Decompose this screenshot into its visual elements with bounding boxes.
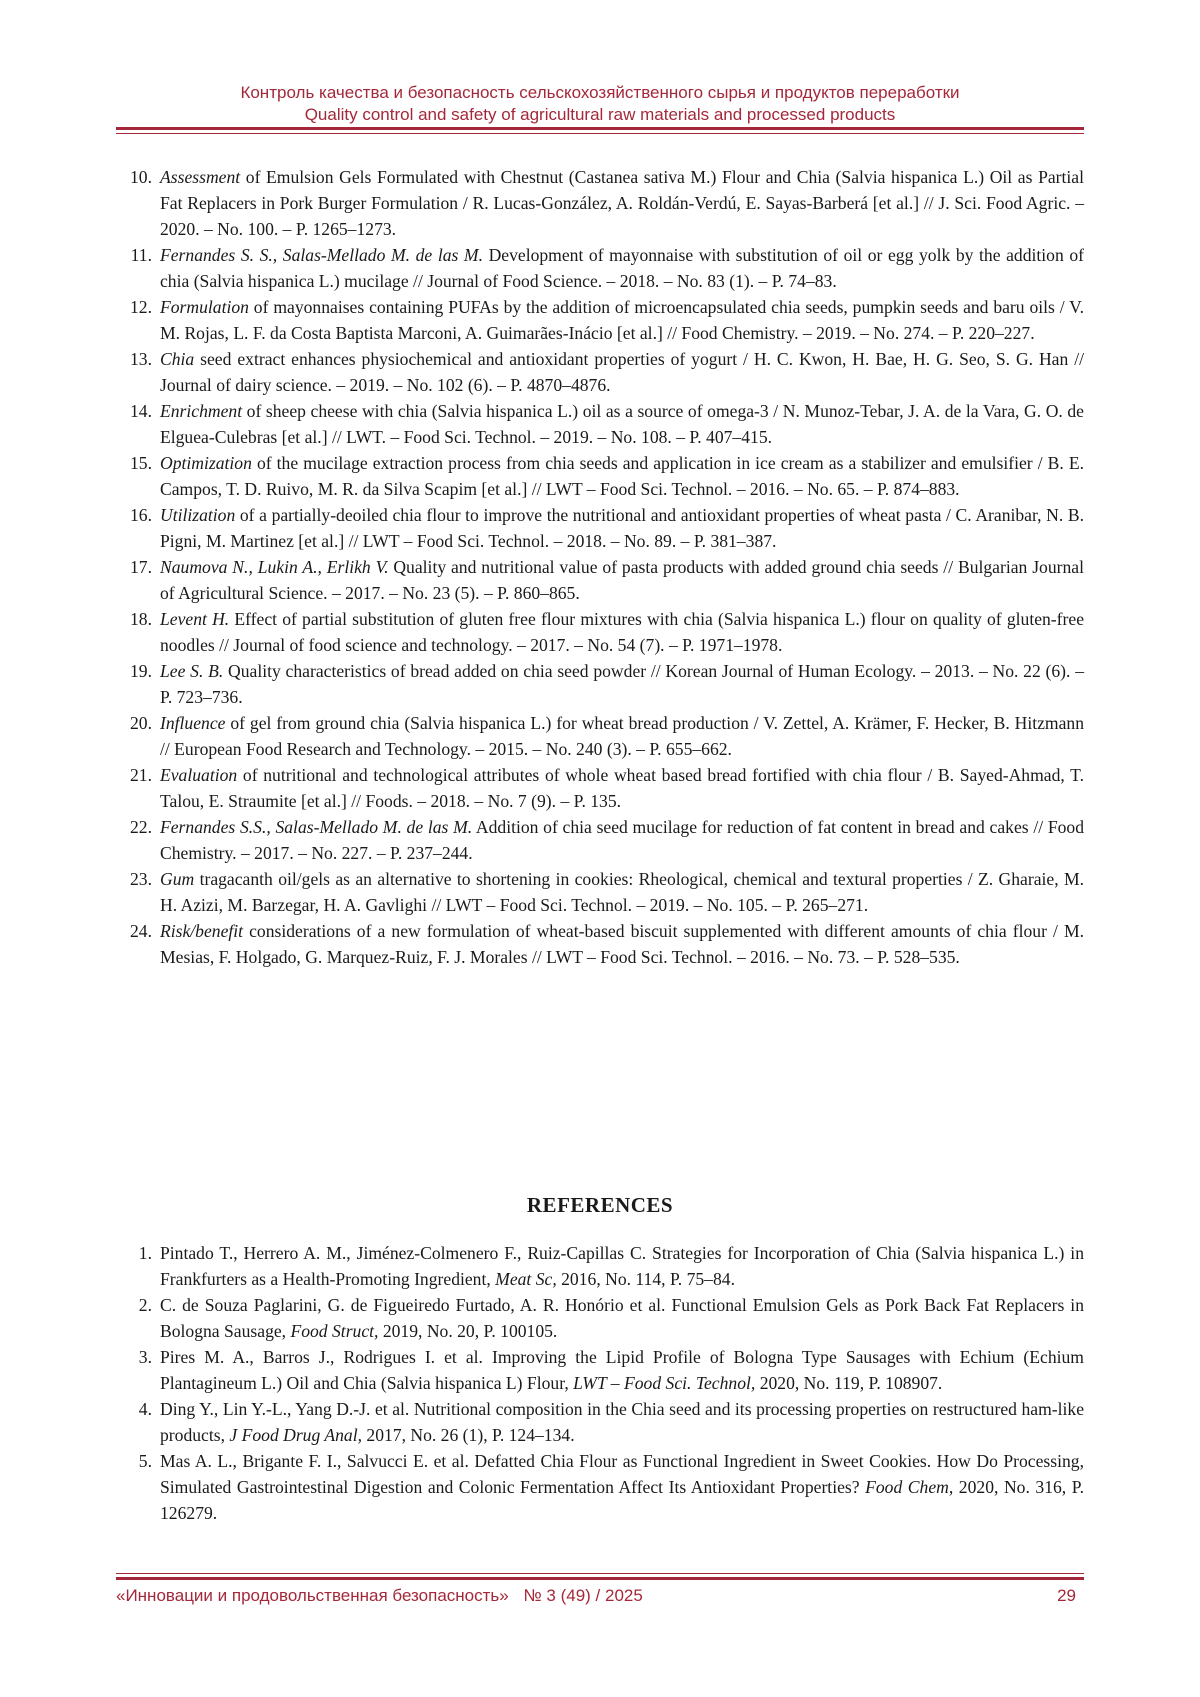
reference-lead: Utilization	[160, 505, 236, 525]
header-title-en: Quality control and safety of agricultural raw materials and processed products	[304, 105, 896, 124]
reference-body: of the mucilage extraction process from chia seeds and application in ice cream as a stabilizer and emulsifier / B. E. Campos, T. D. Ruivo, M. R. da Silva Scapim [et al.] // LWT – Food Sci. Technol. – 2016. – No. 65. – P. 874–883.	[160, 453, 1084, 499]
reference-lead: Optimization	[160, 453, 252, 473]
reference-lead: Formulation	[160, 297, 249, 317]
reference-text	[160, 1344, 1084, 1396]
reference-body: of Emulsion Gels Formulated with Chestnut (Castanea sativa M.) Flour and Chia (Salvia hispanica L.) Oil as Partial Fat Replacers in Pork Burger Formulation / R. Lucas-González, A. Roldán-Verdú, E. Sayas-Barberá [et al.] // J. Sci. Food Agric. – 2020. – No. 100. – P. 1265–1273.	[160, 167, 1084, 239]
reference-journal: LWT – Food Sci. Technol,	[573, 1373, 756, 1393]
reference-item	[116, 710, 1084, 762]
reference-number: 13.	[130, 349, 152, 369]
reference-number: 10.	[130, 167, 152, 187]
reference-number: 19.	[130, 661, 152, 681]
reference-number: 22.	[130, 817, 152, 837]
reference-item	[116, 762, 1084, 814]
reference-item	[116, 866, 1084, 918]
reference-text	[160, 398, 1084, 450]
reference-text	[160, 346, 1084, 398]
reference-number: 14.	[130, 401, 152, 421]
reference-text	[160, 164, 1084, 242]
reference-number: 3.	[138, 1347, 152, 1367]
header-rule-thick	[116, 127, 1084, 130]
reference-body: of nutritional and technological attributes of whole wheat based bread fortified with chia flour / B. Sayed-Ahmad, T. Talou, E. Straumite [et al.] // Foods. – 2018. – No. 7 (9). – P. 135.	[160, 765, 1084, 811]
reference-item	[116, 1240, 1084, 1292]
reference-lead: Levent H.	[160, 609, 230, 629]
reference-number: 23.	[130, 869, 152, 889]
reference-journal: J Food Drug Anal,	[229, 1425, 362, 1445]
reference-number: 2.	[138, 1295, 152, 1315]
reference-text	[160, 294, 1084, 346]
footer-issue: № 3 (49) / 2025	[523, 1586, 643, 1605]
reference-lead: Enrichment	[160, 401, 243, 421]
reference-item	[116, 294, 1084, 346]
reference-item	[116, 918, 1084, 970]
reference-journal: Food Struct,	[290, 1321, 379, 1341]
reference-text	[160, 1292, 1084, 1344]
footer-rule-thin	[116, 1573, 1084, 1574]
reference-number: 4.	[138, 1399, 152, 1419]
reference-body: Quality and nutritional value of pasta products with added ground chia seeds // Bulgarian Journal of Agricultural Science. – 2017. – No. 23 (5). – P. 860–865.	[160, 557, 1084, 603]
reference-details: 2020, No. 316, P. 126279.	[160, 1477, 1084, 1523]
header-rule-thin	[116, 133, 1084, 134]
reference-lead: Naumova N., Lukin A., Erlikh V.	[160, 557, 389, 577]
reference-text	[160, 814, 1084, 866]
reference-list-ru	[116, 164, 1084, 970]
reference-item	[116, 502, 1084, 554]
reference-item	[116, 346, 1084, 398]
reference-body: C. de Souza Paglarini, G. de Figueiredo Furtado, A. R. Honório et al. Functional Emulsion Gels as Pork Back Fat Replacers in Bologna Sausage,	[160, 1295, 1084, 1341]
reference-body: considerations of a new formulation of wheat-based biscuit supplemented with different amounts of chia flour / M. Mesias, F. Holgado, G. Marquez-Ruiz, F. J. Morales // LWT – Food Sci. Technol. – 2016. – No. 73. – P. 528–535.	[160, 921, 1084, 967]
reference-text	[160, 1448, 1084, 1526]
reference-text	[160, 762, 1084, 814]
reference-number: 15.	[130, 453, 152, 473]
reference-text	[160, 502, 1084, 554]
reference-body: Pintado T., Herrero A. M., Jiménez-Colmenero F., Ruiz-Capillas C. Strategies for Incorporation of Chia (Salvia hispanica L.) in Frankfurters as a Health-Promoting Ingredient,	[160, 1243, 1084, 1289]
reference-text	[160, 1240, 1084, 1292]
reference-body: of mayonnaises containing PUFAs by the addition of microencapsulated chia seeds, pumpkin seeds and baru oils / V. M. Rojas, L. F. da Costa Baptista Marconi, A. Guimarães-Inácio [et al.] // Food Chemistry. – 2019. – No. 274. – P. 220–227.	[160, 297, 1084, 343]
reference-text	[160, 450, 1084, 502]
reference-number: 24.	[130, 921, 152, 941]
reference-item	[116, 814, 1084, 866]
reference-item	[116, 450, 1084, 502]
reference-number: 16.	[130, 505, 152, 525]
reference-text	[160, 1396, 1084, 1448]
reference-body: of gel from ground chia (Salvia hispanica L.) for wheat bread production / V. Zettel, A. Krämer, F. Hecker, B. Hitzmann // European Food Research and Technology. – 2015. – No. 240 (3). – P. 655–662.	[160, 713, 1084, 759]
references-heading: REFERENCES	[526, 1193, 674, 1217]
reference-text	[160, 554, 1084, 606]
reference-body: Addition of chia seed mucilage for reduction of fat content in bread and cakes // Food Chemistry. – 2017. – No. 227. – P. 237–244.	[160, 817, 1084, 863]
reference-body: seed extract enhances physiochemical and antioxidant properties of yogurt / H. C. Kwon, H. Bae, H. G. Seo, S. G. Han // Journal of dairy science. – 2019. – No. 102 (6). – P. 4870–4876.	[160, 349, 1084, 395]
reference-item	[116, 606, 1084, 658]
reference-number: 12.	[130, 297, 152, 317]
reference-item	[116, 1344, 1084, 1396]
reference-lead: Gum	[160, 869, 195, 889]
reference-body: Pires M. A., Barros J., Rodrigues I. et al. Improving the Lipid Profile of Bologna Type Sausages with Echium (Echium Plantagineum L.) Oil and Chia (Salvia hispanica L) Flour,	[160, 1347, 1084, 1393]
reference-number: 11.	[130, 245, 152, 265]
reference-text	[160, 918, 1084, 970]
reference-body: of sheep cheese with chia (Salvia hispanica L.) oil as a source of omega-3 / N. Munoz-Tebar, J. A. de la Vara, G. O. de Elguea-Culebras [et al.] // LWT. – Food Sci. Technol. – 2019. – No. 108. – P. 407–415.	[160, 401, 1084, 447]
reference-list-en	[116, 1240, 1084, 1526]
reference-number: 1.	[138, 1243, 152, 1263]
reference-body: tragacanth oil/gels as an alternative to shortening in cookies: Rheological, chemical and textural properties / Z. Gharaie, M. H. Azizi, M. Barzegar, H. A. Gavlighi // LWT – Food Sci. Technol. – 2019. – No. 105. – P. 265–271.	[160, 869, 1084, 915]
reference-item	[116, 398, 1084, 450]
reference-journal: Meat Sc,	[495, 1269, 557, 1289]
reference-journal: Food Chem,	[865, 1477, 954, 1497]
reference-body: Quality characteristics of bread added on chia seed powder // Korean Journal of Human Ecology. – 2013. – No. 22 (6). – P. 723–736.	[160, 661, 1084, 707]
reference-item	[116, 554, 1084, 606]
reference-lead: Fernandes S.S., Salas-Mellado M. de las M.	[160, 817, 473, 837]
reference-details: 2017, No. 26 (1), P. 124–134.	[362, 1425, 575, 1445]
reference-body: Ding Y., Lin Y.-L., Yang D.-J. et al. Nutritional composition in the Chia seed and its processing properties on restructured ham-like products,	[160, 1399, 1084, 1445]
reference-body: of a partially-deoiled chia flour to improve the nutritional and antioxidant properties of wheat pasta / C. Aranibar, N. B. Pigni, M. Martinez [et al.] // LWT – Food Sci. Technol. – 2018. – No. 89. – P. 381–387.	[160, 505, 1084, 551]
reference-text	[160, 710, 1084, 762]
reference-item	[116, 164, 1084, 242]
header-title-ru: Контроль качества и безопасность сельскохозяйственного сырья и продуктов переработки	[240, 83, 960, 102]
reference-body: Effect of partial substitution of gluten free flour mixtures with chia (Salvia hispanica L.) flour on quality of gluten-free noodles // Journal of food science and technology. – 2017. – No. 54 (7). – P. 1971–1978.	[160, 609, 1085, 655]
reference-lead: Evaluation	[160, 765, 238, 785]
reference-text	[160, 606, 1084, 658]
reference-lead: Chia	[160, 349, 195, 369]
page-number: 29	[1057, 1586, 1076, 1605]
reference-details: 2016, No. 114, P. 75–84.	[556, 1269, 735, 1289]
reference-text	[160, 658, 1084, 710]
reference-number: 20.	[130, 713, 152, 733]
reference-item	[116, 658, 1084, 710]
reference-lead: Assessment	[160, 167, 241, 187]
running-footer	[116, 1586, 1084, 1606]
footer-journal-name: «Инновации и продовольственная безопасность»	[116, 1586, 509, 1605]
reference-details: 2020, No. 119, P. 108907.	[755, 1373, 943, 1393]
reference-item	[116, 242, 1084, 294]
reference-number: 18.	[130, 609, 152, 629]
reference-details: 2019, No. 20, P. 100105.	[378, 1321, 558, 1341]
reference-lead: Influence	[160, 713, 226, 733]
reference-body: Development of mayonnaise with substitution of oil or egg yolk by the addition of chia (Salvia hispanica L.) mucilage // Journal of Food Science. – 2018. – No. 83 (1). – P. 74–83.	[160, 245, 1084, 291]
reference-lead: Fernandes S. S., Salas-Mellado M. de las M.	[160, 245, 483, 265]
reference-body: Mas A. L., Brigante F. I., Salvucci E. et al. Defatted Chia Flour as Functional Ingredient in Sweet Cookies. How Do Processing, Simulated Gastrointestinal Digestion and Colonic Fermentation Affect Its Antioxidant Properties?	[160, 1451, 1084, 1497]
footer-rule-thick	[116, 1577, 1084, 1580]
reference-item	[116, 1448, 1084, 1526]
reference-lead: Lee S. B.	[160, 661, 224, 681]
reference-number: 5.	[138, 1451, 152, 1471]
reference-lead: Risk/benefit	[160, 921, 244, 941]
reference-item	[116, 1292, 1084, 1344]
running-header	[116, 82, 1084, 126]
reference-text	[160, 242, 1084, 294]
reference-item	[116, 1396, 1084, 1448]
reference-number: 21.	[130, 765, 152, 785]
reference-number: 17.	[130, 557, 152, 577]
reference-text	[160, 866, 1084, 918]
